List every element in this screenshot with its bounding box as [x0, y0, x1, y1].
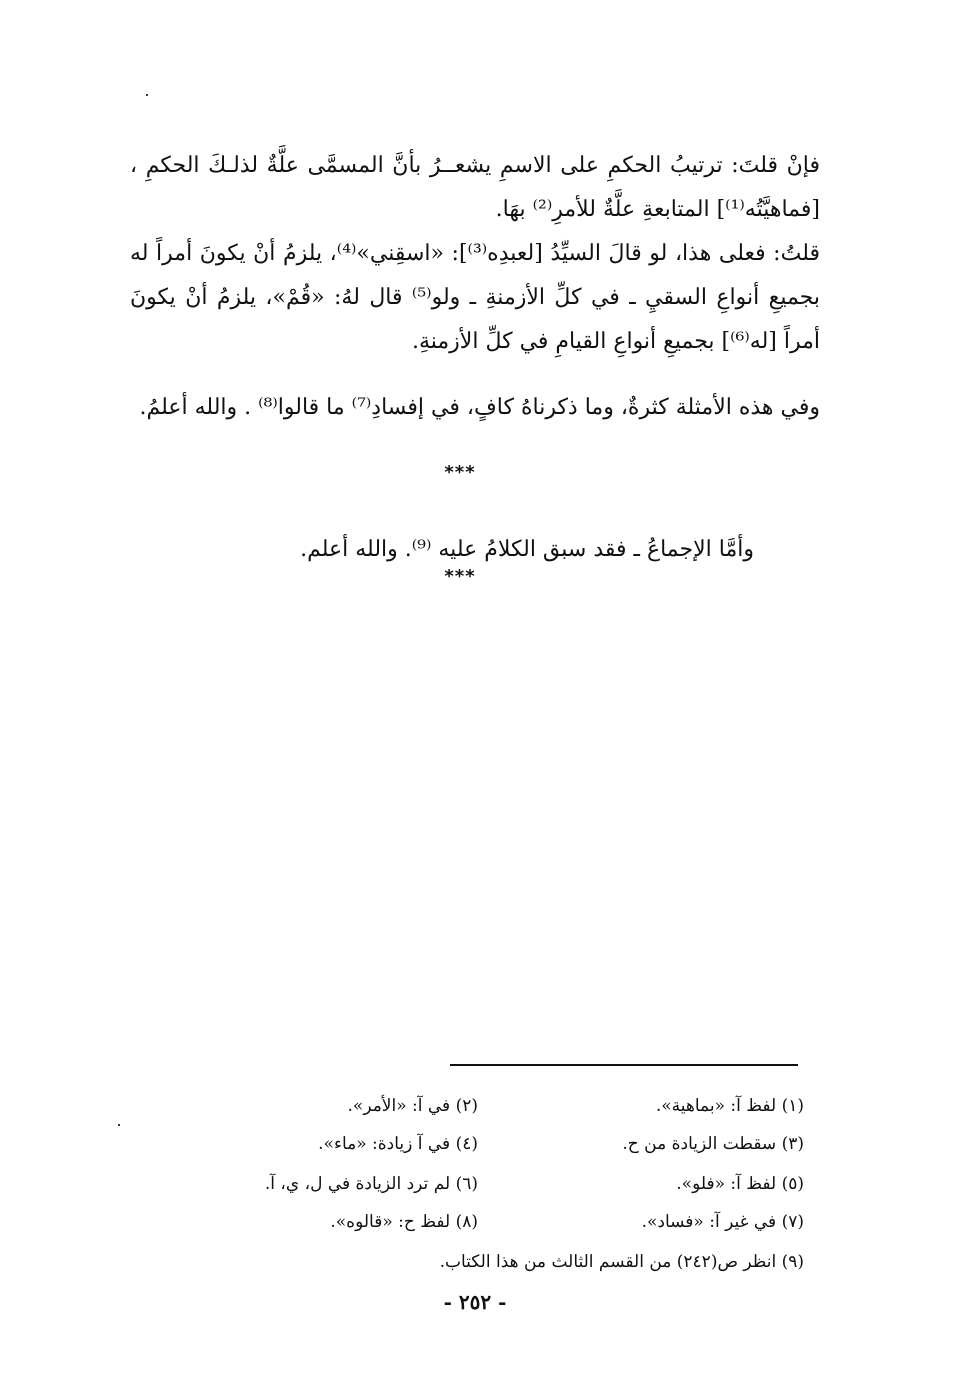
footnote-5: (٥) لفظ آ: «فلو». — [676, 1174, 804, 1194]
section-separator: *** — [444, 566, 476, 587]
footnote-6: (٦) لم ترد الزيادة في ل، ي، آ. — [264, 1174, 478, 1194]
footnote-2: (٢) في آ: «الأمر». — [347, 1096, 478, 1116]
paragraph-examples: وفي هذه الأمثلة كثرةٌ، وما ذكرناهُ كافٍ، في إفسادِ⁽⁷⁾ ما قالوا⁽⁸⁾ . والله أعلمُ. — [139, 395, 820, 420]
section-separator: *** — [444, 462, 476, 483]
footnote-7: (٧) في غير آ: «فساد». — [641, 1212, 804, 1232]
paragraph-answer: قلتُ: فعلى هذا، لو قالَ السيِّدُ [لعبدِه⁽³⁾]: «اسقِني»⁽⁴⁾، يلزمُ أنْ يكونَ أمراً له بجميعِ أنواعِ السقيِ ـ في كلِّ الأزمنةِ ـ ولو⁽⁵⁾ قال لهُ: «قُمْ»، يلزمُ أنْ يكونَ أمراً [له⁽⁶⁾] بجميعِ أنواعِ القيامِ في كلِّ الأزمنةِ. — [130, 241, 820, 354]
footnote-8: (٨) لفظ ح: «قالوه». — [330, 1212, 478, 1232]
paragraph-question: فإنْ قلتَ: ترتيبُ الحكمِ على الاسمِ يشعــرُ بأنَّ المسمَّى علَّةٌ لذلـكَ الحكمِ ، [فماهيَّتُه⁽¹⁾] المتابعةِ علَّةٌ للأمرِ⁽²⁾ بهَا. — [130, 153, 820, 222]
scan-speck — [146, 94, 148, 96]
footnote-9: (٩) انظر ص(٢٤٢) من القسم الثالث من هذا الكتاب. — [439, 1252, 804, 1272]
footnote-4: (٤) في آ زيادة: «ماء». — [318, 1134, 478, 1154]
footnote-divider — [450, 1064, 798, 1066]
footnote-1: (١) لفظ آ: «بماهية». — [655, 1096, 804, 1116]
footnote-3: (٣) سقطت الزيادة من ح. — [622, 1134, 804, 1154]
page-number: - ٢٥٢ - — [443, 1290, 507, 1314]
ijma-paragraph: وأمَّا الإجماعُ ـ فقد سبق الكلامُ عليه ⁽⁹⁾. والله أعلم. — [300, 537, 754, 562]
scan-speck — [118, 1124, 120, 1126]
